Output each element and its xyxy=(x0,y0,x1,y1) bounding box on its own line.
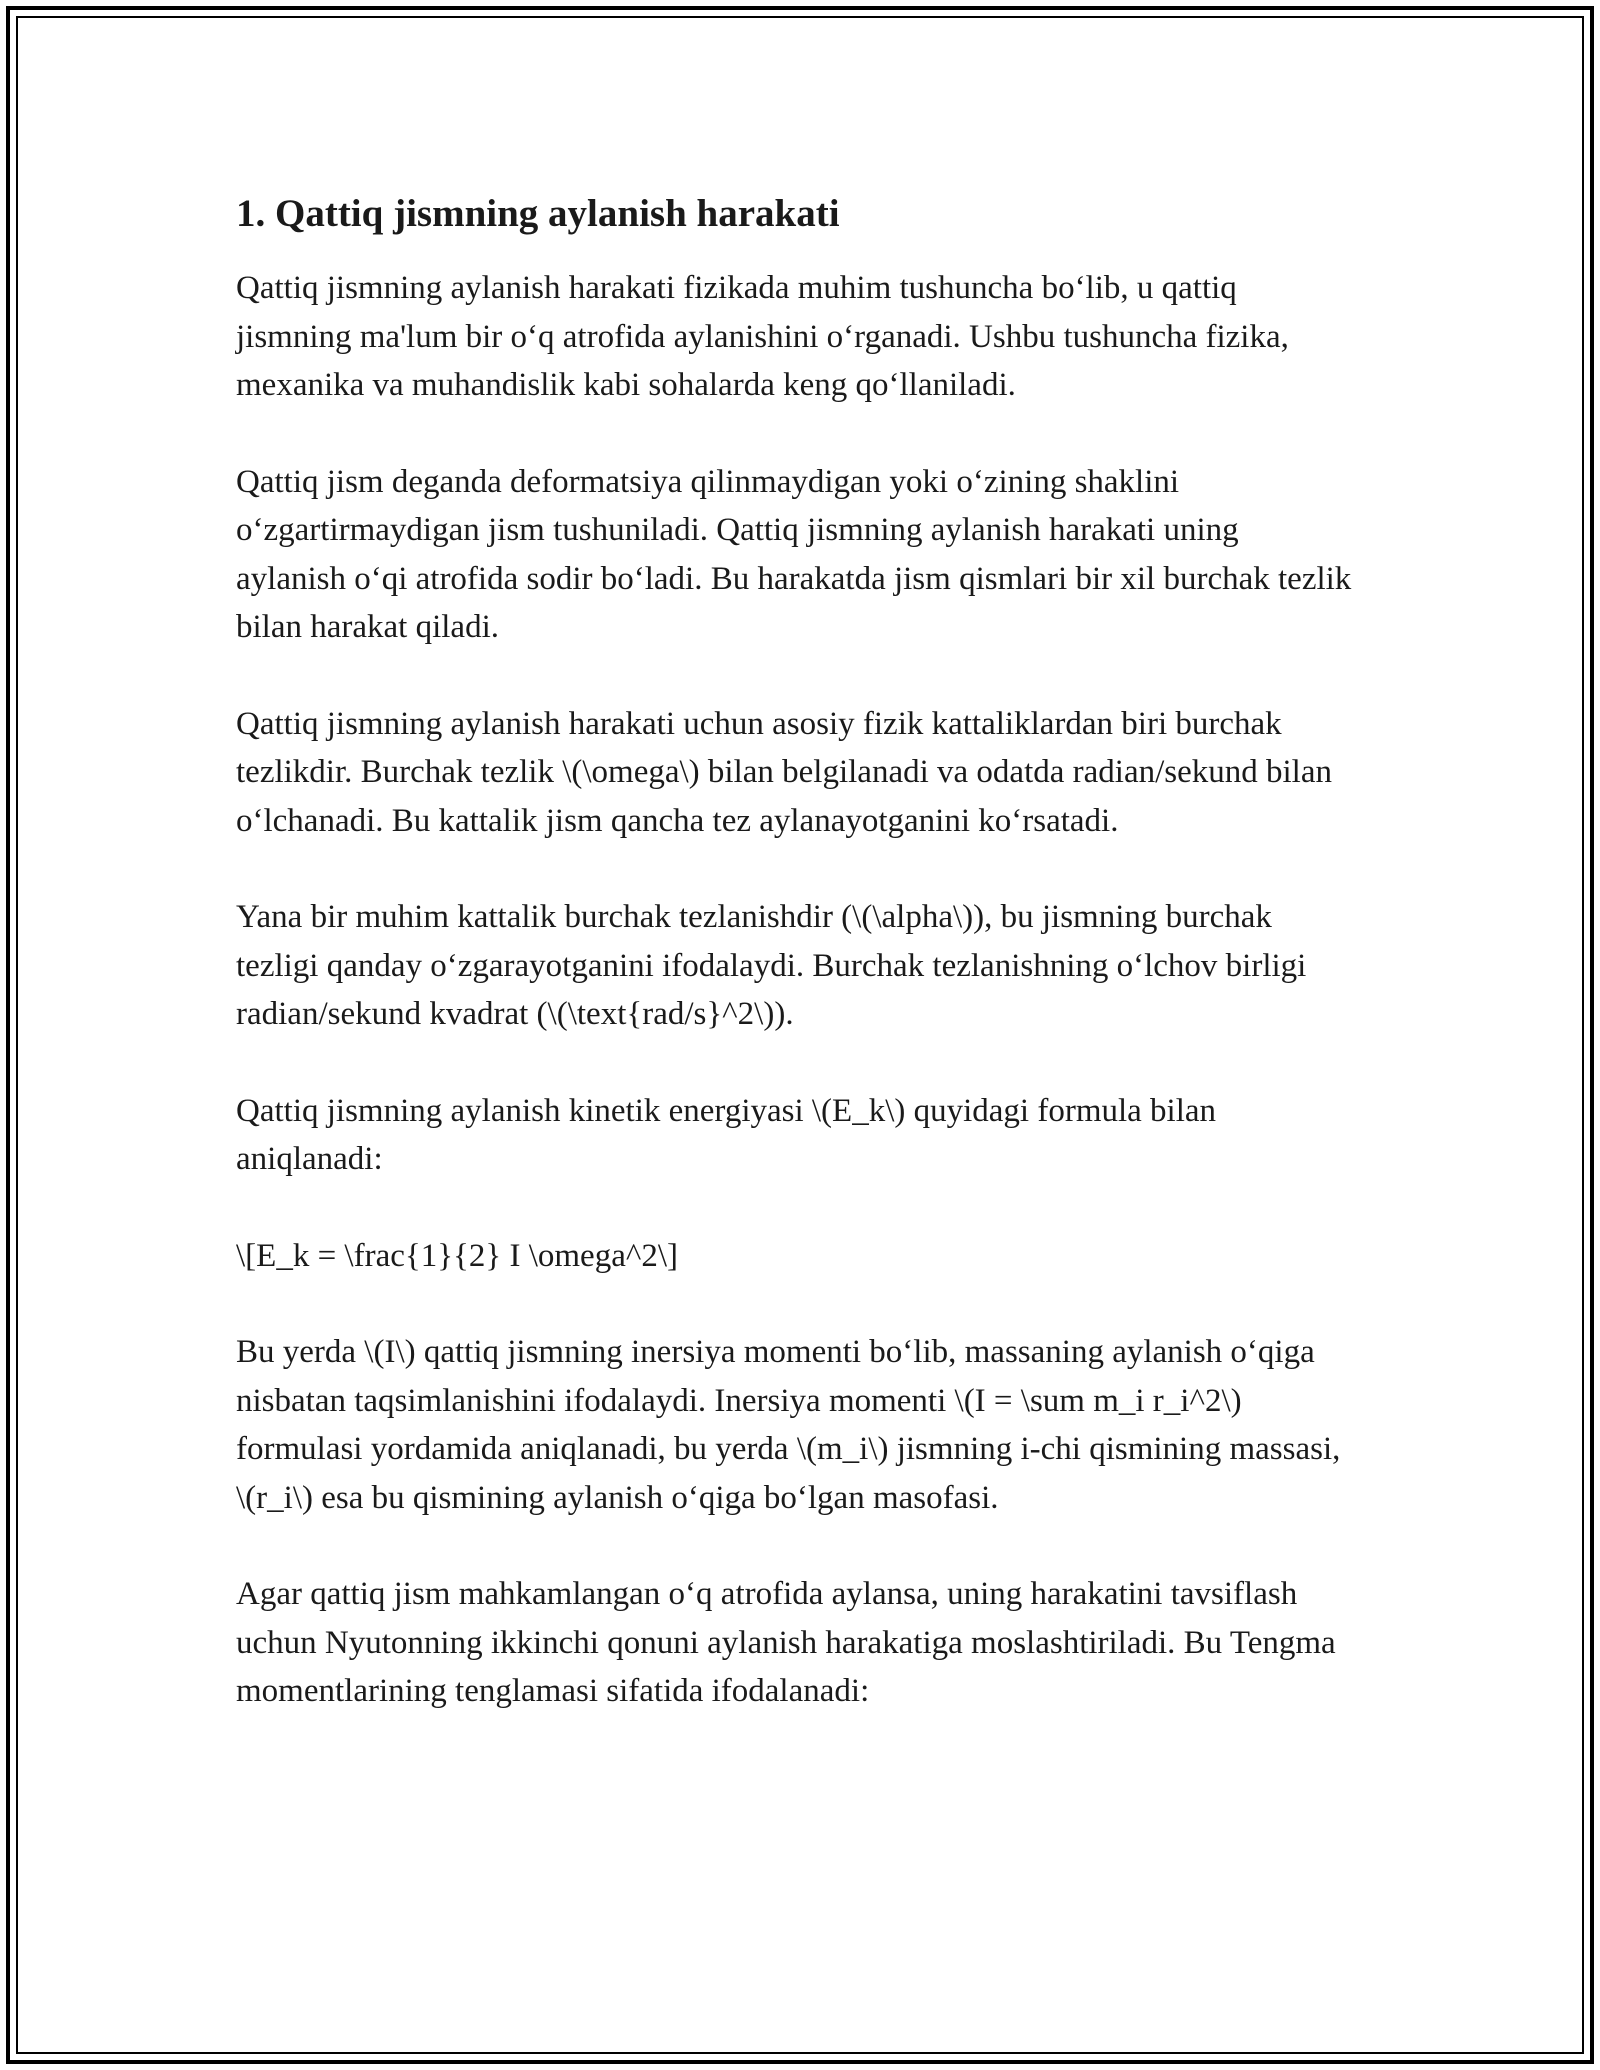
paragraph-angular-acceleration: Yana bir muhim kattalik burchak tezlanishdir (\(\alpha\)), bu jismning burchak tezligi qanday o‘zgarayotganini ifodalaydi. Burchak tezlanishning o‘lchov birligi radian/sekund kvadrat (\(\text{rad/s}^2\)). xyxy=(236,899,1307,1032)
document-body xyxy=(236,188,1356,1764)
paragraph-kinetic-energy: Qattiq jismning aylanish kinetik energiyasi \(E_k\) quyidagi formula bilan aniqlanadi: xyxy=(236,1092,1217,1177)
paragraph-angular-velocity: Qattiq jismning aylanish harakati uchun asosiy fizik kattaliklardan biri burchak tezlikdir. Burchak tezlik \(\omega\) bilan belgilanadi va odatda radian/sekund bilan o‘lchanadi. Bu kattalik jism qancha tez aylanayotganini ko‘rsatadi. xyxy=(236,705,1332,839)
paragraph-moment-of-inertia: Bu yerda \(I\) qattiq jismning inersiya momenti bo‘lib, massaning aylanish o‘qiga nisbatan taqsimlanishini ifodalaydi. Inersiya momenti \(I = \sum m_i r_i^2\) formulasi yordamida aniqlanadi, bu yerda \(m_i\) jismning i-chi qismining massasi, \(r_i\) esa bu qismining aylanish o‘qiga bo‘lgan masofasi. xyxy=(236,1334,1341,1516)
section-heading: 1. Qattiq jismning aylanish harakati xyxy=(236,192,840,235)
paragraph-newton-second-law: Agar qattiq jism mahkamlangan o‘q atrofida aylansa, uning harakatini tavsiflash uchun Nyutonning ikkinchi qonuni aylanish harakatiga moslashtiriladi. Bu Tengma momentlarining tenglamasi sifatida ifodalanadi: xyxy=(236,1576,1336,1709)
paragraph-rigid-body: Qattiq jism deganda deformatsiya qilinmaydigan yoki o‘zining shaklini o‘zgartirmaydigan jism tushuniladi. Qattiq jismning aylanish harakati uning aylanish o‘qi atrofida sodir bo‘ladi. Bu harakatda jism qismlari bir xil burchak tezlik bilan harakat qiladi. xyxy=(236,463,1352,645)
formula-kinetic-energy: \[E_k = \frac{1}{2} I \omega^2\] xyxy=(236,1237,678,1274)
paragraph-intro: Qattiq jismning aylanish harakati fizikada muhim tushuncha bo‘lib, u qattiq jismning ma'lum bir o‘q atrofida aylanishini o‘rganadi. Ushbu tushuncha fizika, mexanika va muhandislik kabi sohalarda keng qo‘llaniladi. xyxy=(236,270,1289,403)
